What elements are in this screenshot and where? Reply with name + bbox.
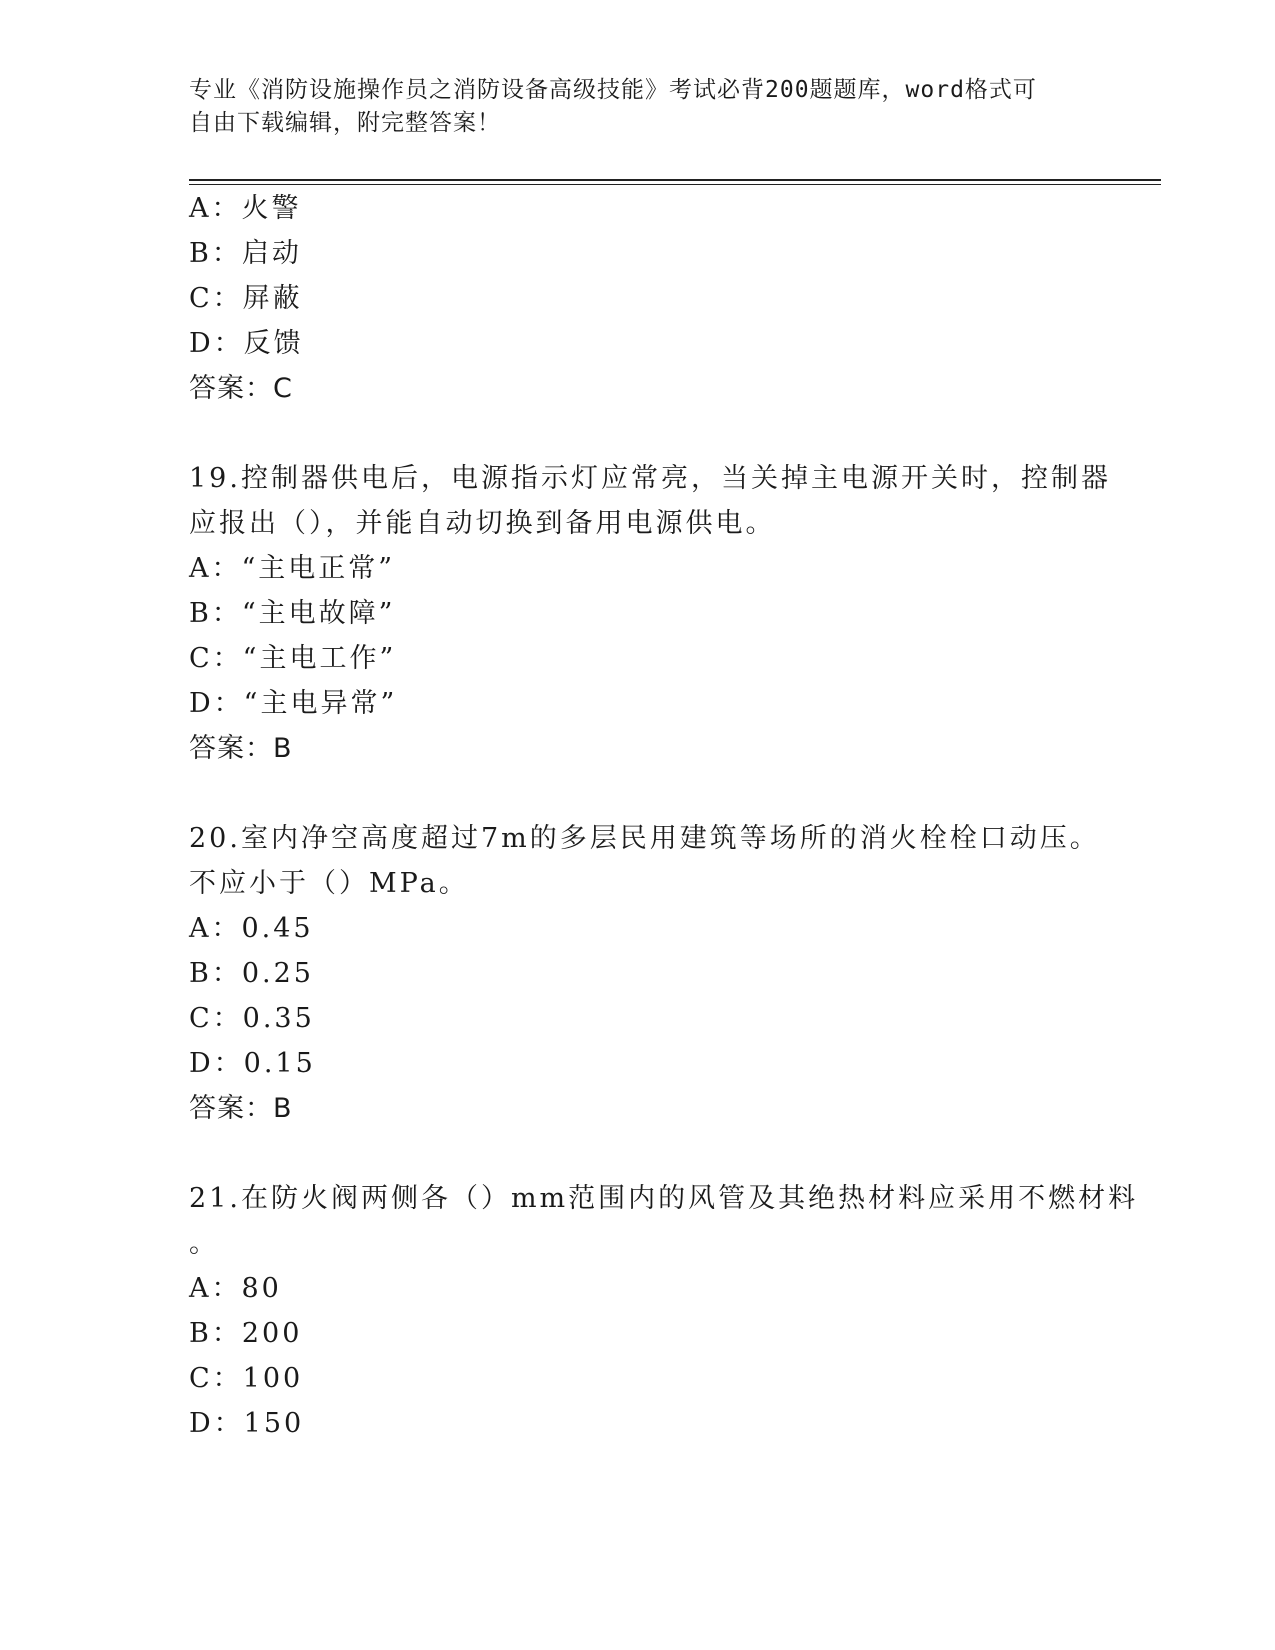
q19-option-d: D：“主电异常” [189, 688, 398, 719]
q20-answer: 答案：B [189, 1093, 293, 1124]
q19-option-c: C：“主电工作” [189, 643, 397, 674]
q19-stem-line-2: 应报出（），并能自动切换到备用电源供电。 [189, 508, 776, 539]
q19-option-a: A：“主电正常” [189, 553, 396, 584]
header-divider-thin [189, 184, 1161, 185]
q21-option-a: A：80 [189, 1273, 282, 1304]
q18-option-d: D：反馈 [189, 328, 304, 359]
header-line-2: 自由下载编辑，附完整答案！ [189, 110, 501, 136]
document-header [189, 74, 1089, 140]
q18-answer: 答案：C [189, 373, 293, 404]
q19-answer: 答案：B [189, 733, 293, 764]
q19-option-b: B：“主电故障” [189, 598, 396, 629]
q20-option-c: C：0.35 [189, 1003, 315, 1034]
q21-stem-line-1: 21.在防火阀两侧各（）mm范围内的风管及其绝热材料应采用不燃材料 [189, 1183, 1139, 1214]
q20-stem-line-2: 不应小于（）MPa。 [189, 868, 469, 899]
q21-option-d: D：150 [189, 1408, 305, 1439]
q19-stem-line-1: 19.控制器供电后，电源指示灯应常亮，当关掉主电源开关时，控制器 [189, 463, 1111, 494]
q20-option-d: D：0.15 [189, 1048, 316, 1079]
q18-option-c: C：屏蔽 [189, 283, 303, 314]
q20-option-b: B：0.25 [189, 958, 314, 989]
q20-stem-line-1: 20.室内净空高度超过7m的多层民用建筑等场所的消火栓栓口动压。 [189, 823, 1100, 854]
q21-stem-line-2: 。 [189, 1228, 219, 1259]
q18-option-b: B：启动 [189, 238, 302, 269]
header-divider-thick [189, 179, 1161, 181]
q21-option-b: B：200 [189, 1318, 303, 1349]
q18-option-a: A：火警 [189, 193, 302, 224]
q21-option-c: C：100 [189, 1363, 304, 1394]
header-line-1: 专业《消防设施操作员之消防设备高级技能》考试必背200题题库，word格式可 [189, 77, 1037, 103]
q20-option-a: A：0.45 [189, 913, 314, 944]
